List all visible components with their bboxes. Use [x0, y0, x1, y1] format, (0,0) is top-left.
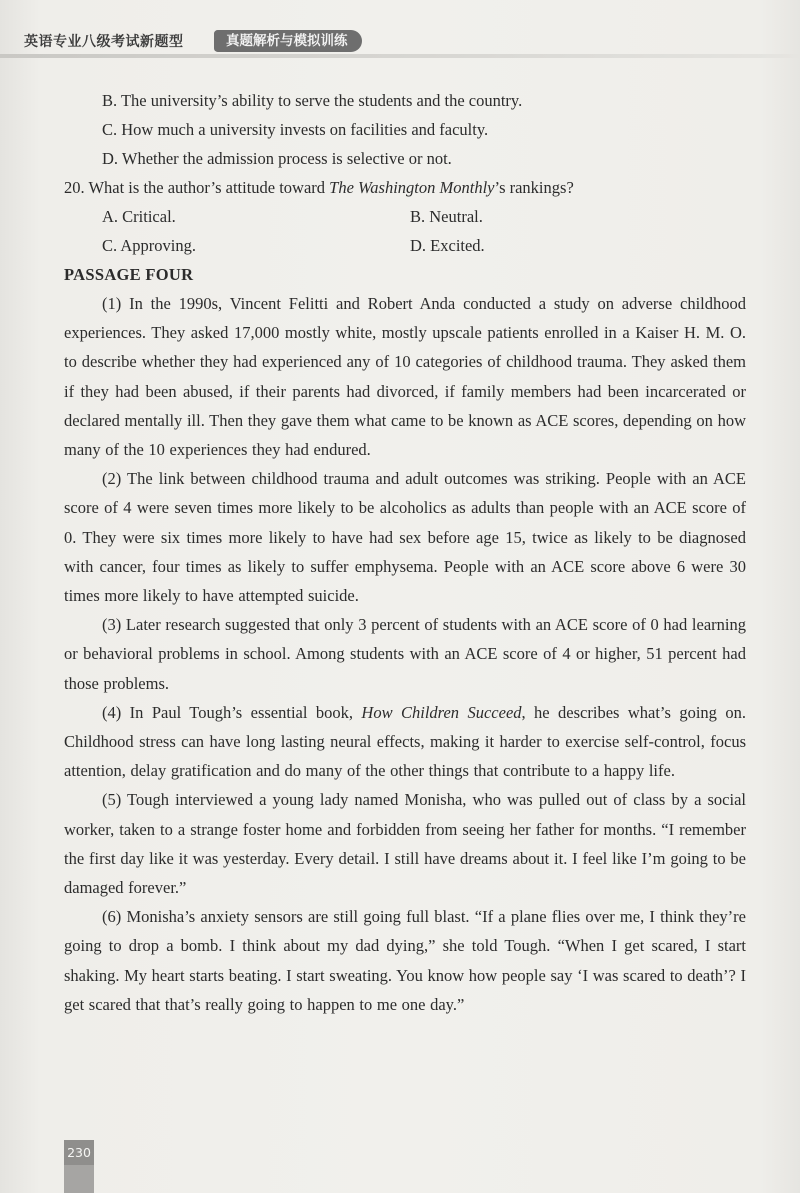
q20-options-row-1: [64, 202, 746, 231]
book-title-italic: How Children Succeed: [361, 702, 522, 722]
passage-heading: PASSAGE FOUR: [64, 265, 194, 284]
q20-option-a: A. Critical.: [102, 207, 176, 226]
q20-options-row-2: [64, 231, 746, 260]
running-header: [0, 28, 800, 58]
paragraph-3: (3) Later research suggested that only 3 percent of students with an ACE score of 0 had learning or behavioral problems in school. Among students with an ACE score of 4 or higher, 51 percent had those problems.: [64, 615, 746, 693]
paragraph-5: (5) Tough interviewed a young lady named Monisha, who was pulled out of class by a social worker, taken to a strange foster home and forbidden from seeing her father for months. “I remember the first day like it was yesterday. Every detail. I still have dreams about it. I feel like I’m going to be damaged forever.”: [64, 790, 746, 898]
book-title: 英语专业八级考试新题型: [24, 34, 184, 50]
q19-option-d: D. Whether the admission process is selective or not.: [102, 149, 452, 168]
paragraph-4-suffix: , he describes what’s going on. Childhood stress can have long lasting neural effects, making it harder to exercise self-control, focus attention, delay gratification and do many of the other things that contribute to a happy life.: [64, 702, 746, 781]
q19-option-b: B. The university’s ability to serve the students and the country.: [102, 91, 523, 110]
header-rule: [0, 54, 800, 58]
q20-stem: [64, 173, 746, 202]
q20-option-d: D. Excited.: [410, 236, 485, 255]
paragraph-2: (2) The link between childhood trauma and adult outcomes was striking. People with an ACE score of 4 were seven times more likely to be alcoholics as adults than people with an ACE score of 0. They were six times more likely to have had sex before age 15, twice as likely to be diagnosed with cancer, four times as likely to suffer emphysema. People with an ACE score above 6 were 30 times more likely to have attempted suicide.: [64, 469, 746, 606]
page-number-strip: [64, 1165, 94, 1193]
paragraph-1: (1) In the 1990s, Vincent Felitti and Robert Anda conducted a study on adverse childhood experiences. They asked 17,000 mostly white, mostly upscale patients enrolled in a Kaiser H. M. O. to describe whether they had experienced any of 10 categories of childhood trauma. They asked them if they had been abused, if their parents had divorced, if family members had been incarcerated or declared mentally ill. Then they gave them what came to be known as ACE scores, depending on how many of the 10 experiences they had endured.: [64, 294, 746, 460]
q19-option-c: C. How much a university invests on facilities and faculty.: [102, 120, 489, 139]
q20-option-b: B. Neutral.: [410, 207, 483, 226]
paragraph-6: (6) Monisha’s anxiety sensors are still going full blast. “If a plane flies over me, I think they’re going to drop a bomb. I think about my dad dying,” she told Tough. “When I get scared, I start shaking. My heart starts beating. I start sweating. You know how people say ‘I was scared to death’? I get scared that that’s really going to happen to me one day.”: [64, 907, 746, 1014]
paragraph-4-prefix: (4) In Paul Tough’s essential book,: [102, 702, 362, 722]
q20-stem-prefix: 20. What is the author’s attitude toward: [64, 178, 330, 197]
book-subtitle-tab: 真题解析与模拟训练: [214, 30, 362, 52]
page-number: 230: [64, 1140, 94, 1165]
page-content: [64, 86, 746, 1019]
q20-stem-suffix: ’s rankings?: [494, 178, 574, 197]
q20-stem-title: The Washington Monthly: [329, 178, 495, 197]
q20-option-c: C. Approving.: [102, 236, 196, 255]
paragraph-4: [64, 698, 746, 786]
